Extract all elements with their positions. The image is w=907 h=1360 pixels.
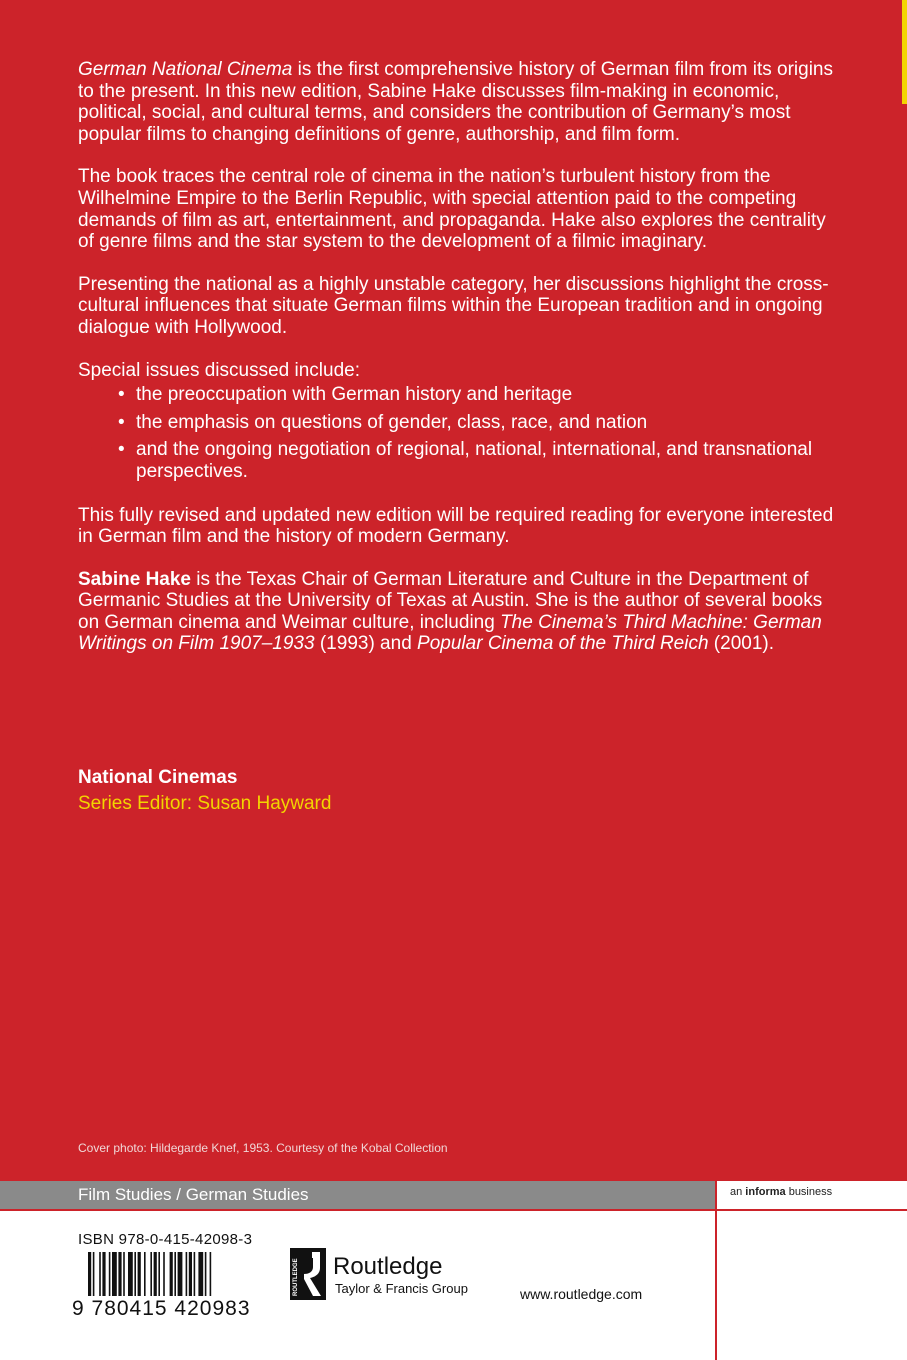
blurb-paragraph-3: Presenting the national as a highly unstable category, her discussions highlight the cross-cultural influences that situate German films within the European tradition and in ongoing dialogue with Hollywood. [78,273,829,338]
issues-intro: Special issues discussed include: [78,359,360,381]
series-editor: Series Editor: Susan Hayward [78,793,332,814]
subject-bar [0,1181,715,1209]
price-strip [717,1211,907,1360]
yellow-accent-strip [902,0,907,104]
book-title: German National Cinema [78,59,293,80]
bullet-icon: • [118,384,125,406]
barcode-icon [88,1252,258,1296]
informa-box [717,1181,907,1209]
bullet-icon: • [118,411,125,433]
publisher-name: Routledge [333,1253,443,1280]
author-book-2: Popular Cinema of the Third Reich [417,633,709,655]
subject-label: Film Studies / German Studies [78,1185,309,1204]
blurb-paragraph-2: The book traces the central role of cinema in the nation’s turbulent history from the Wilhelmine Empire to the Berlin Republic, with special attention paid to the competing demands of film as art, entertainment, and propaganda. Hake also explores the centrality of genre films and the star system to the development of a filmic imaginary. [78,166,826,253]
blurb-paragraph-5: This fully revised and updated new edition will be required reading for everyone interested in German film and the history of modern Germany. [78,504,834,548]
issues-list [78,384,838,482]
author-book-1: The Cinema’s Third Machine: German Writings on Film 1907–1933 [78,611,822,655]
blurb-paragraph-1 [78,59,838,145]
publisher-website: www.routledge.com [520,1286,643,1302]
issue-item: • and the ongoing negotiation of regional, national, international, and transnational perspectives. [118,439,813,482]
blurb-paragraph-1-text: is the first comprehensive history of German film from its origins to the present. In this new edition, Sabine Hake discusses film-making in economic, political, social, and cultural terms, and considers the contribution of Germany’s most popular films to changing definitions of genre, authorship, and film form. [78,59,833,145]
barcode-digits: 9 780415 420983 [72,1297,251,1320]
issue-item: • the preoccupation with German history and heritage [118,384,573,406]
routledge-logo-icon [290,1248,326,1300]
series-title: National Cinemas [78,767,238,788]
routledge-vertical-mark: ROUTLEDGE [293,1258,299,1296]
author-bio: Sabine Hake is the Texas Chair of German Literature and Culture in the Department of Germanic Studies at the University of Texas at Austin. She is the author of several books on German cinema and Weimar culture, including The Cinema’s Third Machine: German Writings on Film 1907–1933 (1993) and Popular Cinema of the Third Reich (2001). [78,568,823,655]
publisher-panel [0,1211,715,1360]
bullet-icon: • [118,439,125,461]
publisher-group: Taylor & Francis Group [335,1281,468,1296]
issue-item: • the emphasis on questions of gender, class, race, and nation [118,411,648,433]
back-cover-blurb [78,59,838,676]
isbn-text: ISBN 978-0-415-42098-3 [78,1231,253,1248]
series-info [78,767,331,815]
photo-credit: Cover photo: Hildegarde Knef, 1953. Courtesy of the Kobal Collection [78,1141,448,1155]
author-name: Sabine Hake [78,568,191,590]
informa-label: an informa business [730,1186,833,1198]
